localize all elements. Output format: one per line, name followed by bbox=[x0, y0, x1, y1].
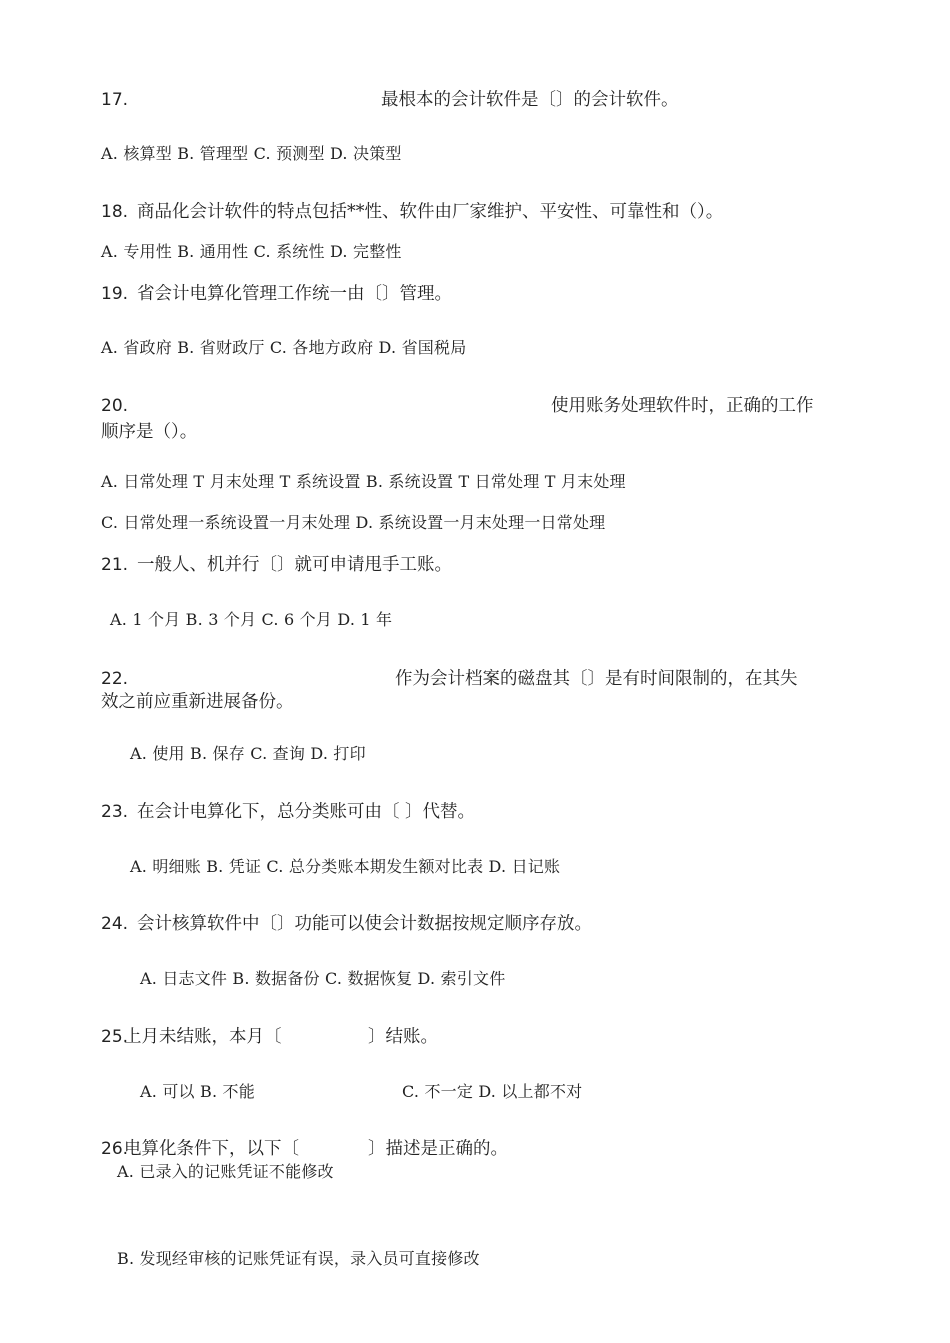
question-21-number: 21. bbox=[101, 555, 129, 575]
question-19-text: 省会计电算化管理工作统一由〔〕管理。 bbox=[137, 284, 452, 304]
question-26-option-a: A. 已录入的记账凭证不能修改 bbox=[117, 1162, 334, 1181]
question-24-text: 会计核算软件中〔〕功能可以使会计数据按规定顺序存放。 bbox=[137, 914, 592, 934]
question-23-number: 23. bbox=[101, 802, 129, 822]
question-26-number: 26. bbox=[101, 1139, 129, 1159]
question-20-number: 20. bbox=[101, 396, 129, 416]
question-22-text: 作为会计档案的磁盘其〔〕是有时间限制的，在其失 bbox=[395, 669, 798, 689]
question-21-text: 一般人、机并行〔〕就可申请甩手工账。 bbox=[137, 555, 452, 575]
question-25-text-end: 〕结账。 bbox=[368, 1027, 438, 1047]
question-26-text: 电算化条件下，以下〔 bbox=[124, 1139, 299, 1159]
question-22-number: 22. bbox=[101, 669, 129, 689]
question-20-options-ab: A. 日常处理 T 月末处理 T 系统设置 B. 系统设置 T 日常处理 T 月末处理 bbox=[101, 472, 626, 491]
question-20-options-cd: C. 日常处理一系统设置一月末处理 D. 系统设置一月末处理一日常处理 bbox=[101, 513, 606, 532]
question-22-text-continued: 效之前应重新进展备份。 bbox=[101, 692, 294, 712]
question-19-number: 19. bbox=[101, 284, 129, 304]
question-24-number: 24. bbox=[101, 914, 129, 934]
question-17-options: A. 核算型 B. 管理型 C. 预测型 D. 决策型 bbox=[101, 144, 402, 163]
question-17-text: 最根本的会计软件是〔〕的会计软件。 bbox=[381, 90, 679, 110]
question-25-text: 上月未结账，本月〔 bbox=[124, 1027, 282, 1047]
question-25-options-cd: C. 不一定 D. 以上都不对 bbox=[402, 1082, 583, 1101]
question-18-text: 商品化会计软件的特点包括**性、软件由厂家维护、平安性、可靠性和（）。 bbox=[137, 202, 724, 222]
question-20-text: 使用账务处理软件时，正确的工作 bbox=[551, 396, 814, 416]
question-21-options: A. 1 个月 B. 3 个月 C. 6 个月 D. 1 年 bbox=[110, 610, 393, 629]
question-23-options: A. 明细账 B. 凭证 C. 总分类账本期发生额对比表 D. 日记账 bbox=[130, 857, 561, 876]
question-24-options: A. 日志文件 B. 数据备份 C. 数据恢复 D. 索引文件 bbox=[140, 969, 506, 988]
question-26-option-b: B. 发现经审核的记账凭证有误，录入员可直接修改 bbox=[117, 1249, 480, 1268]
question-18-options: A. 专用性 B. 通用性 C. 系统性 D. 完整性 bbox=[101, 242, 402, 261]
question-17-number: 17. bbox=[101, 90, 129, 110]
question-25-options-ab: A. 可以 B. 不能 bbox=[140, 1082, 255, 1101]
question-20-text-continued: 顺序是（）。 bbox=[101, 422, 198, 442]
question-23-text: 在会计电算化下，总分类账可由〔 〕代替。 bbox=[137, 802, 476, 822]
question-18-number: 18. bbox=[101, 202, 129, 222]
question-19-options: A. 省政府 B. 省财政厅 C. 各地方政府 D. 省国税局 bbox=[101, 338, 467, 357]
question-25-number: 25. bbox=[101, 1027, 129, 1047]
question-22-options: A. 使用 B. 保存 C. 查询 D. 打印 bbox=[130, 744, 366, 763]
question-26-text-end: 〕描述是正确的。 bbox=[368, 1139, 508, 1159]
